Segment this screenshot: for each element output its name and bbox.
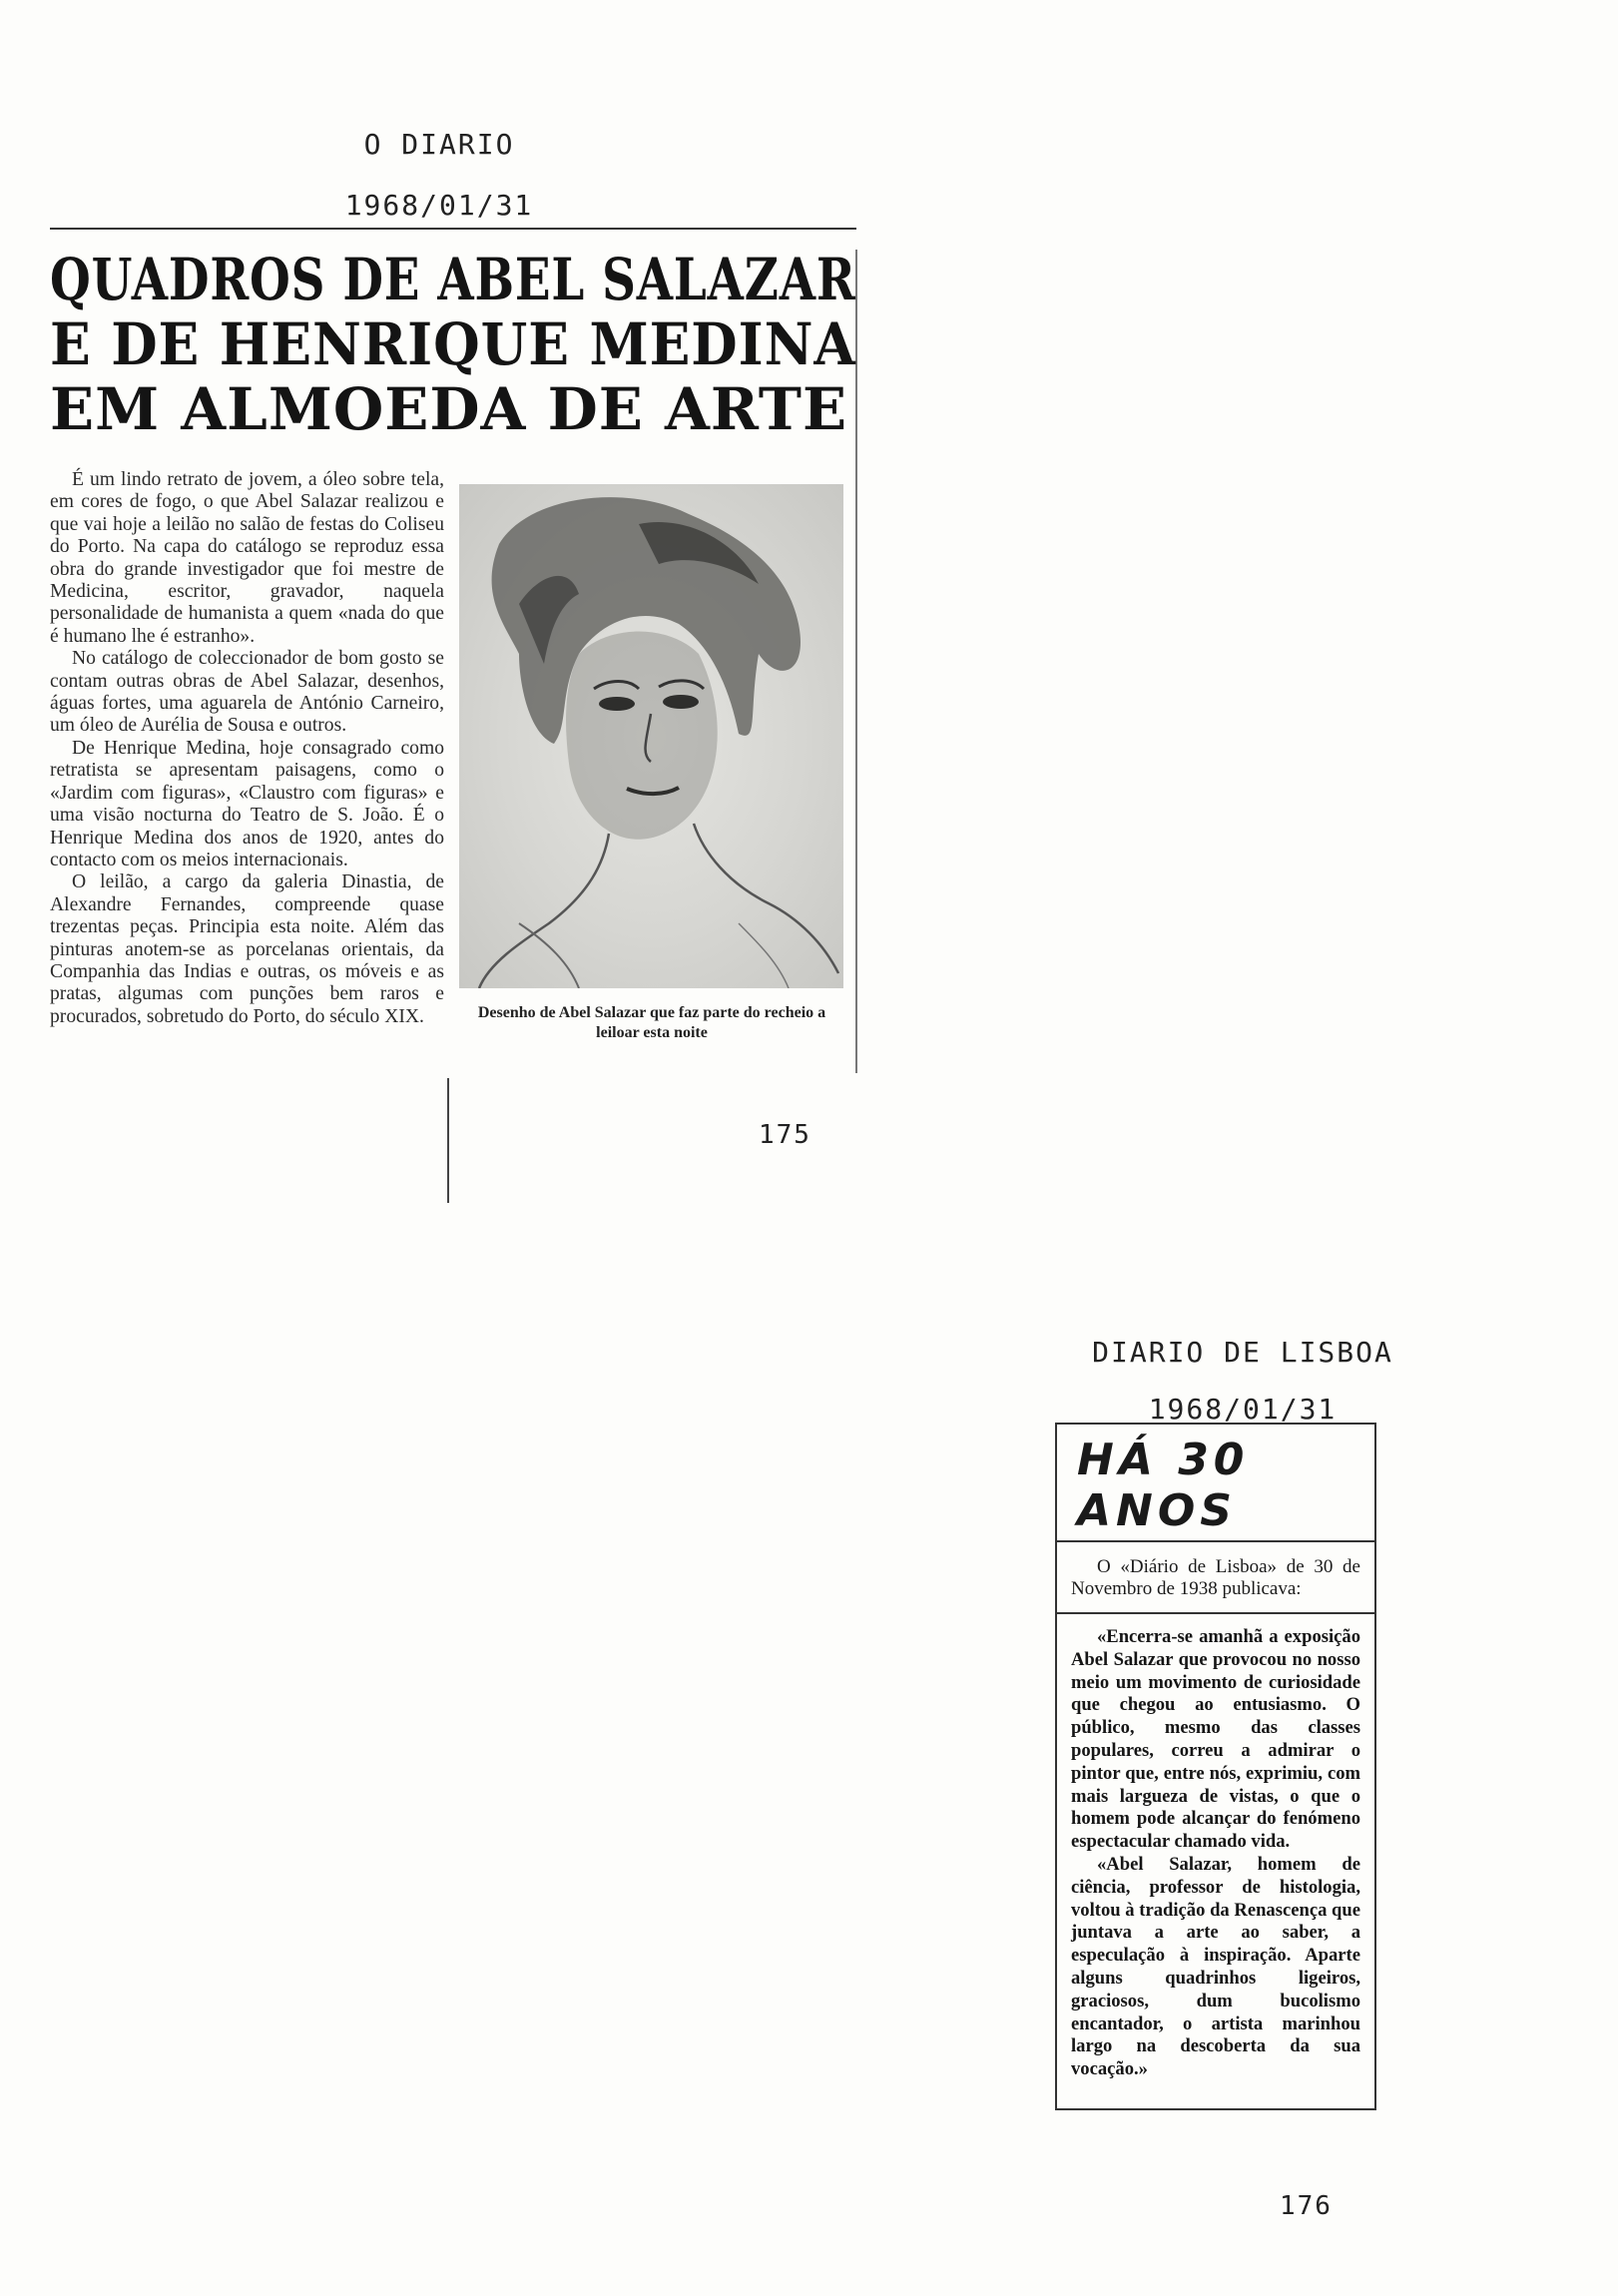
clipping1-top-rule — [50, 228, 856, 230]
article-paragraph: É um lindo retrato de jovem, a óleo sobre tela, em cores de fogo, o que Abel Salazar realizou e que vai hoje a leilão no salão de festas do Coliseu do Porto. Na capa do catálogo se reproduz essa obra do grande investigador que foi mestre de Medicina, escritor, gravador, naquela personalidade de humanista a quem «nada do que é humano lhe é estranho». — [50, 469, 444, 647]
clipping2-paper-name: DIARIO DE LISBOA — [1092, 1336, 1393, 1369]
quote-paragraph: «Abel Salazar, homem de ciência, professor de histologia, voltou à tradição da Renascença que juntava a arte ao saber, a especulação à inspiração. Aparte alguns quadrinhos ligeiros, graciosos, dum bucolismo encantador, o artista marinhou largo na descoberta da sua vocação.» — [1071, 1853, 1360, 2080]
quote-paragraph: «Encerra-se amanhã a exposição Abel Salazar que provocou no nosso meio um movimento de curiosidade que chegou ao entusiasmo. O público, mesmo das classes populares, correu a admirar o pintor que, entre nós, exprimiu, com mais largueza de vistas, o que o homem pode alcançar do fenómeno espectacular chamado vida. — [1071, 1626, 1360, 1853]
clipping1-headline — [50, 248, 858, 442]
headline-line-1: QUADROS DE ABEL SALAZAR — [50, 246, 856, 313]
clipping2-date: 1968/01/31 — [1148, 1393, 1338, 1426]
clipping2-title: HÁ 30 ANOS — [1057, 1425, 1374, 1542]
article-paragraph: No catálogo de coleccionador de bom gosto se contam outras obras de Abel Salazar, desenhos, águas fortes, uma aguarela de António Carneiro, um óleo de Aurélia de Sousa e outros. — [50, 648, 444, 737]
intro-paragraph: O «Diário de Lisboa» de 30 de Novembro de 1938 publicava: — [1071, 1556, 1360, 1599]
clipping2-quote — [1057, 1614, 1374, 2081]
page-number-176: 176 — [1280, 2191, 1333, 2221]
column-rule — [447, 1078, 449, 1203]
page-number-175: 175 — [759, 1120, 811, 1150]
headline-line-2: E DE HENRIQUE MEDINA — [50, 310, 856, 378]
clipping1-paper-name: O DIARIO — [363, 128, 515, 161]
clipping2-intro — [1057, 1542, 1374, 1600]
portrait-drawing-image — [459, 484, 843, 988]
clipping1-header — [339, 128, 539, 222]
portrait-sketch-icon — [459, 484, 843, 988]
clipping1-date: 1968/01/31 — [344, 189, 534, 222]
clipping2-box — [1055, 1423, 1376, 2110]
clipping2-header — [1083, 1336, 1402, 1426]
portrait-caption: Desenho de Abel Salazar que faz parte do recheio a leiloar esta noite — [477, 1004, 826, 1041]
article-paragraph: De Henrique Medina, hoje consagrado como retratista se apresentam paisagens, como o «Jardim com figuras», «Claustro com figuras» e uma visão nocturna do Teatro de S. João. É o Henrique Medina dos anos de 1920, antes do contacto com os meios internacionais. — [50, 737, 444, 870]
article-paragraph: O leilão, a cargo da galeria Dinastia, de Alexandre Fernandes, compreende quase trezentas peças. Principia esta noite. Além das pinturas anotem-se as porcelanas orientais, da Companhia das Indias e outras, os móveis e as pratas, algumas com punções bem raros e procurados, sobretudo do Porto, do século XIX. — [50, 871, 444, 1027]
clipping1-article-body — [50, 469, 444, 1028]
headline-line-3: EM ALMOEDA DE ARTE — [50, 375, 848, 443]
